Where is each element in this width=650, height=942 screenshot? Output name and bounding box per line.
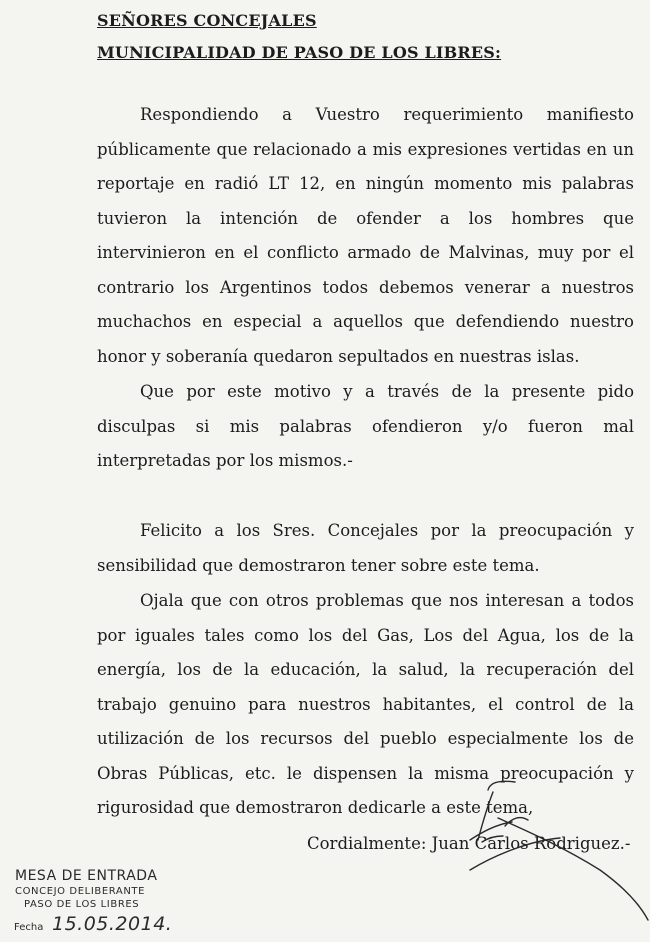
paragraph-apology: Que por este motivo y a través de la presente pido disculpas si mis palabras ofendieron y/o fueron mal interpretadas por los mismos.- [97, 382, 634, 470]
stamp-date-label: Fecha [14, 922, 44, 933]
paragraph-congratulation: Felicito a los Sres. Concejales por la preocupación y sensibilidad que demostraron tener sobre este tema. [97, 521, 634, 575]
stamp-title: MESA DE ENTRADA [15, 868, 158, 884]
paragraph-hope: Ojala que con otros problemas que nos interesan a todos por iguales tales como los del Gas, Los del Agua, los de la energía, los de la educación, la salud, la recuperación del trabajo genuino para nuestros habitantes, el control de la utilización de los recursos del pueblo especialmente los de Obras Públicas, etc. le dispensen la misma preocupación y rigurosidad que demostraron dedicarle a este tema, [97, 591, 634, 817]
closing-signature-line: Cordialmente: Juan Carlos Rodriguez.- [307, 834, 631, 853]
recipient-heading: SEÑORES CONCEJALES [97, 11, 317, 30]
recipient-institution: MUNICIPALIDAD DE PASO DE LOS LIBRES: [97, 43, 502, 62]
stamp-location: PASO DE LOS LIBRES [24, 899, 140, 910]
paragraph-response: Respondiendo a Vuestro requerimiento manifiesto públicamente que relacionado a mis expresiones vertidas en un reportaje en radió LT 12, en ningún momento mis palabras tuvieron la intención de ofender a los hombres que intervinieron en el conflicto armado de Malvinas, muy por el contrario los Argentinos todos debemos venerar a nuestros muchachos en especial a aquellos que defendiendo nuestro honor y soberanía quedaron sepultados en nuestras islas. [97, 105, 634, 366]
stamp-date-handwritten: 15.05.2014. [52, 913, 173, 935]
stamp-institution: CONCEJO DELIBERANTE [15, 886, 146, 897]
